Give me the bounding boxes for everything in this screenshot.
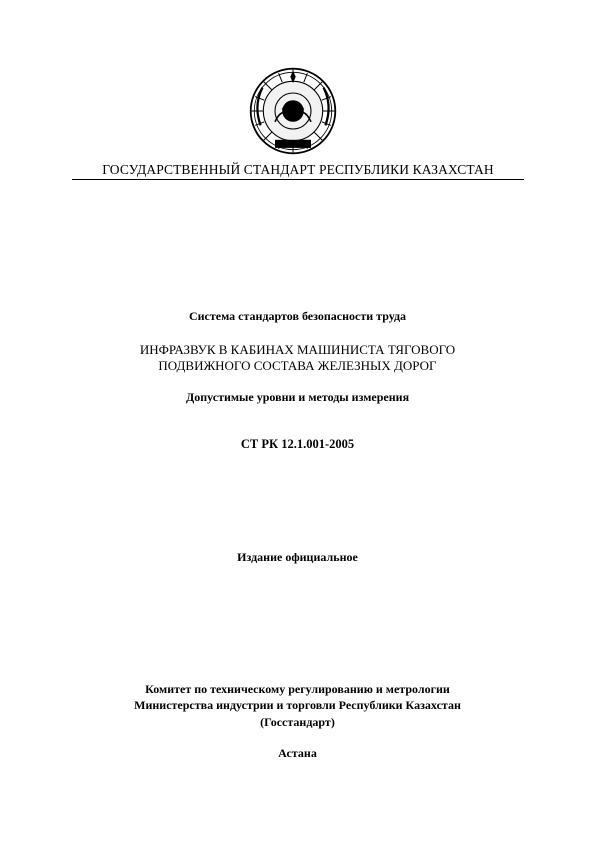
document-title-line-2: ПОДВИЖНОГО СОСТАВА ЖЕЛЕЗНЫХ ДОРОГ [158,358,437,373]
standard-code: СТ РК 12.1.001-2005 [240,437,355,451]
state-emblem-icon [248,66,338,156]
publisher-line-2: Министерства индустрии и торговли Республики Казахстан [134,698,461,712]
document-title-line-1: ИНФРАЗВУК В КАБИНАХ МАШИНИСТА ТЯГОВОГО [139,342,456,357]
document-subtitle: Допустимые уровни и методы измерения [185,390,410,404]
header-title: ГОСУДАРСТВЕННЫЙ СТАНДАРТ РЕСПУБЛИКИ КАЗАХСТАН [102,162,494,177]
publication-city: Астана [278,746,317,760]
edition-label: Издание официальное [237,550,358,564]
standards-system: Система стандартов безопасности труда [188,309,407,323]
publisher-line-3: (Госстандарт) [260,715,335,729]
header-rule [72,179,524,180]
publisher-line-1: Комитет по техническому регулированию и метрологии [145,682,450,696]
